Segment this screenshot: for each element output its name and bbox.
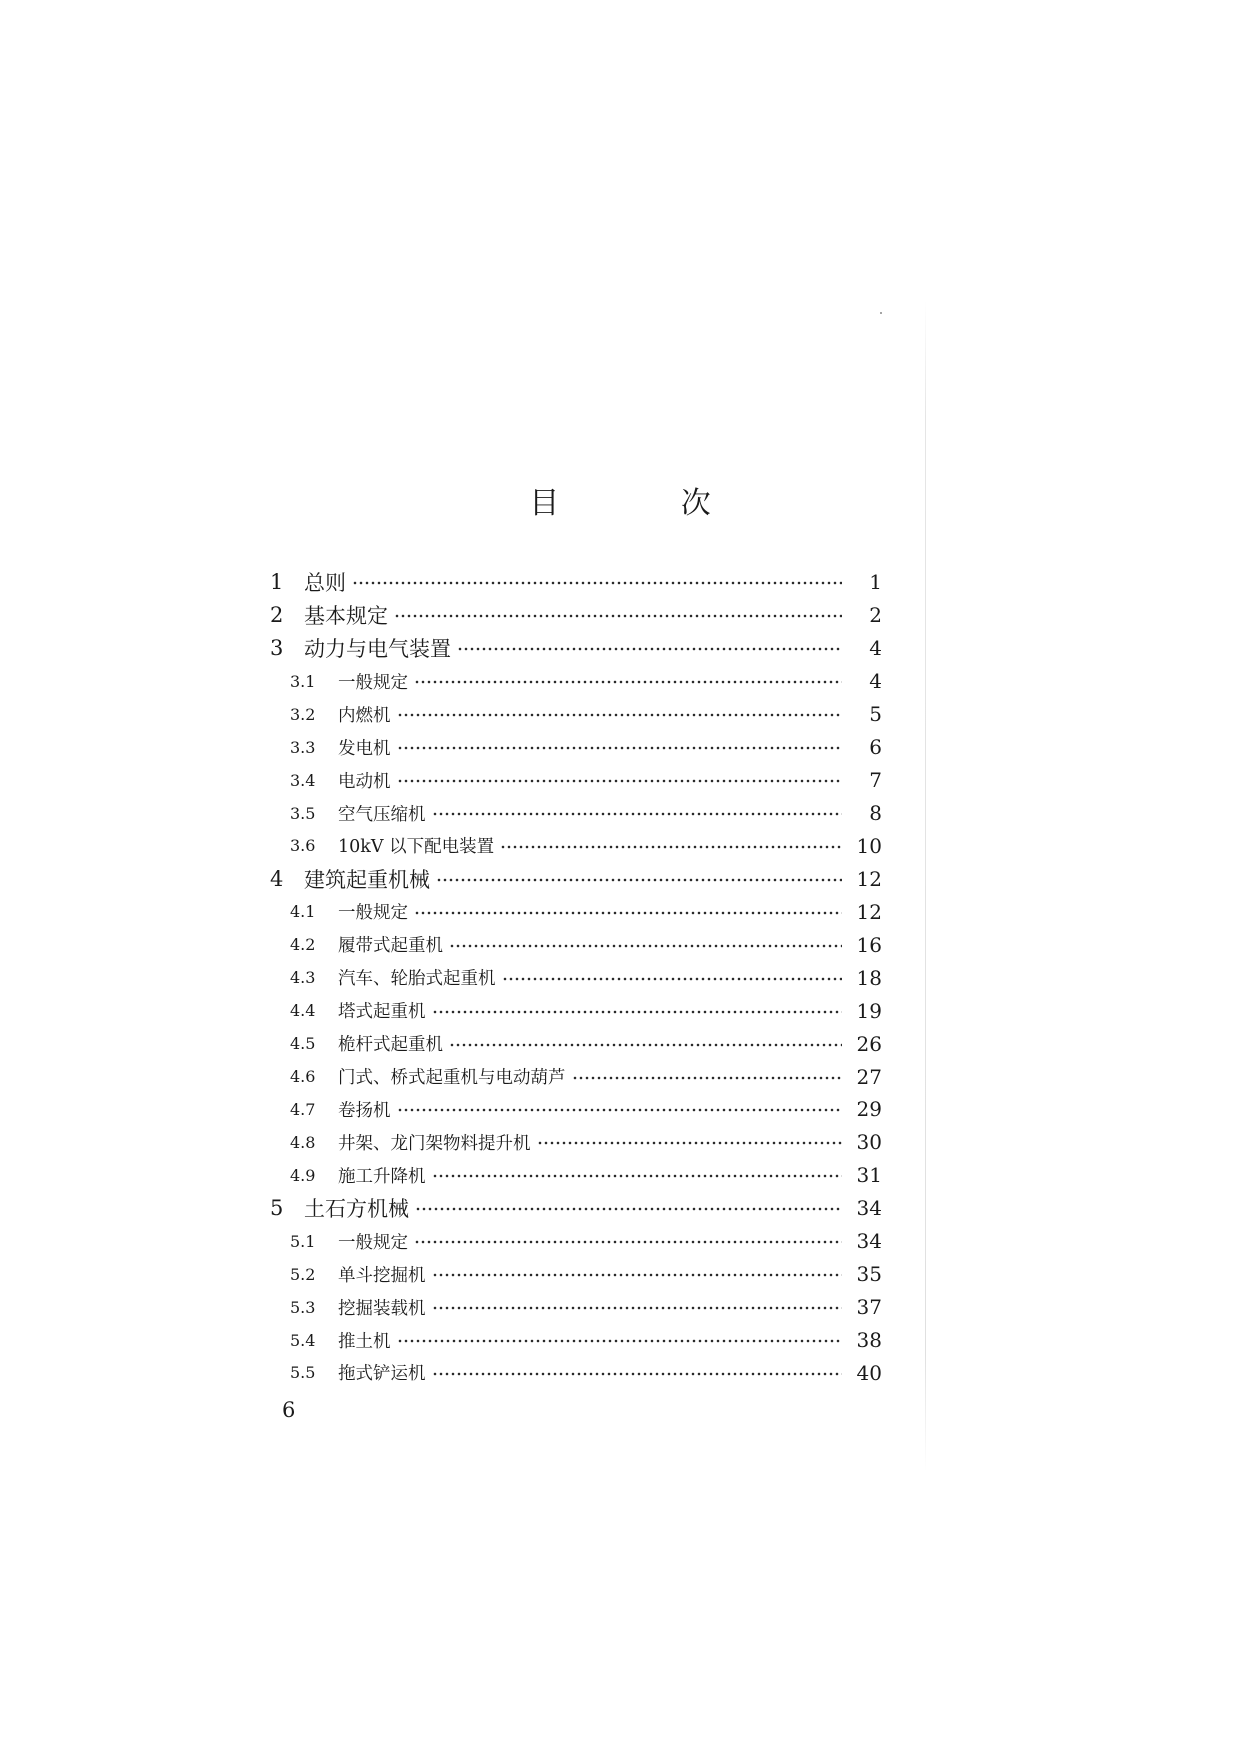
toc-entry-page: 12 xyxy=(856,866,882,891)
toc-entry-title: 动力与电气装置 xyxy=(304,637,451,662)
toc-entry[interactable] xyxy=(270,1126,882,1159)
toc-entry-title: 挖掘装载机 xyxy=(338,1298,426,1319)
toc-dot-leader xyxy=(414,1238,842,1246)
toc-dot-leader xyxy=(537,1139,843,1147)
toc-entry[interactable] xyxy=(270,566,882,599)
toc-entry-page: 6 xyxy=(869,735,882,760)
toc-entry[interactable] xyxy=(270,1225,882,1258)
toc-dot-leader xyxy=(572,1074,843,1082)
toc-entry-page: 35 xyxy=(856,1262,882,1287)
toc-entry-page: 7 xyxy=(869,768,882,793)
toc-entry-title: 汽车、轮胎式起重机 xyxy=(338,969,496,990)
toc-entry-number: 5.2 xyxy=(290,1264,316,1284)
toc-entry-title: 一般规定 xyxy=(338,672,408,693)
toc-entry-page: 38 xyxy=(856,1328,882,1353)
toc-entry[interactable] xyxy=(270,731,882,764)
toc-entry[interactable] xyxy=(270,1060,882,1093)
toc-entry-number: 3.3 xyxy=(290,737,316,757)
toc-dot-leader xyxy=(449,1041,842,1049)
toc-entry[interactable] xyxy=(270,1027,882,1060)
toc-entry-page: 34 xyxy=(856,1196,882,1221)
toc-entry-page: 16 xyxy=(856,932,882,957)
toc-entry-title: 电动机 xyxy=(338,771,391,792)
toc-entry-title: 推土机 xyxy=(338,1331,391,1352)
toc-entry-number: 3.6 xyxy=(290,836,316,856)
toc-entry-title: 建筑起重机械 xyxy=(304,867,430,892)
toc-entry-title: 门式、桥式起重机与电动葫芦 xyxy=(338,1068,566,1089)
toc-dot-leader xyxy=(432,1008,843,1016)
toc-entry-title: 一般规定 xyxy=(338,903,408,924)
toc-entry-title: 10kV 以下配电装置 xyxy=(338,837,495,858)
table-of-contents xyxy=(270,566,882,1389)
toc-dot-leader xyxy=(502,975,843,983)
toc-dot-leader xyxy=(432,1370,843,1378)
toc-dot-leader xyxy=(457,645,842,653)
toc-entry[interactable] xyxy=(270,665,882,698)
toc-entry-title: 发电机 xyxy=(338,738,391,759)
toc-entry-page: 12 xyxy=(856,899,882,924)
toc-entry[interactable] xyxy=(270,1093,882,1126)
toc-entry-page: 27 xyxy=(856,1064,882,1089)
toc-entry-title: 拖式铲运机 xyxy=(338,1364,426,1385)
toc-dot-leader xyxy=(397,744,843,752)
toc-entry-number: 4.7 xyxy=(290,1099,316,1119)
toc-entry-page: 40 xyxy=(856,1360,882,1385)
toc-entry-page: 31 xyxy=(856,1163,882,1188)
toc-entry-page: 5 xyxy=(869,702,882,727)
toc-entry-number: 3 xyxy=(270,636,284,661)
toc-dot-leader xyxy=(397,777,843,785)
toc-entry-title: 施工升降机 xyxy=(338,1166,426,1187)
toc-entry-page: 1 xyxy=(869,570,882,595)
toc-entry-number: 5.5 xyxy=(290,1363,316,1383)
toc-entry-page: 4 xyxy=(869,636,882,661)
toc-dot-leader xyxy=(397,1106,843,1114)
toc-entry-title: 塔式起重机 xyxy=(338,1002,426,1023)
toc-entry[interactable] xyxy=(270,1192,882,1225)
toc-entry-number: 1 xyxy=(270,570,284,595)
toc-entry-title: 空气压缩机 xyxy=(338,804,426,825)
toc-entry-number: 3.1 xyxy=(290,671,316,691)
toc-entry[interactable] xyxy=(270,632,882,665)
toc-entry-page: 29 xyxy=(856,1097,882,1122)
toc-entry[interactable] xyxy=(270,928,882,961)
toc-entry-title: 履带式起重机 xyxy=(338,936,443,957)
toc-entry[interactable] xyxy=(270,961,882,994)
toc-entry-number: 4.8 xyxy=(290,1132,316,1152)
scan-speck xyxy=(880,312,882,314)
toc-entry-page: 10 xyxy=(856,833,882,858)
toc-dot-leader xyxy=(397,711,843,719)
toc-entry-number: 4.1 xyxy=(290,902,316,922)
toc-entry-number: 4.5 xyxy=(290,1034,316,1054)
toc-entry-title: 总则 xyxy=(304,571,346,596)
toc-entry[interactable] xyxy=(270,1291,882,1324)
toc-entry-number: 4 xyxy=(270,866,284,891)
toc-entry-number: 5.4 xyxy=(290,1330,316,1350)
scan-page-edge xyxy=(925,300,926,1472)
toc-entry-page: 30 xyxy=(856,1130,882,1155)
toc-entry[interactable] xyxy=(270,994,882,1027)
toc-entry-page: 4 xyxy=(869,669,882,694)
toc-entry-title: 土石方机械 xyxy=(304,1197,409,1222)
toc-entry-title: 单斗挖掘机 xyxy=(338,1265,426,1286)
toc-entry-number: 5 xyxy=(270,1196,284,1221)
toc-entry-number: 5.1 xyxy=(290,1231,316,1251)
toc-entry-title: 桅杆式起重机 xyxy=(338,1035,443,1056)
toc-entry-number: 4.6 xyxy=(290,1067,316,1087)
toc-dot-leader xyxy=(432,1271,843,1279)
toc-entry-title: 井架、龙门架物料提升机 xyxy=(338,1133,531,1154)
toc-entry-number: 4.3 xyxy=(290,968,316,988)
toc-dot-leader xyxy=(414,909,842,917)
toc-entry[interactable] xyxy=(270,698,882,731)
toc-entry-number: 5.3 xyxy=(290,1297,316,1317)
toc-entry-number: 2 xyxy=(270,603,284,628)
toc-entry-page: 18 xyxy=(856,965,882,990)
toc-dot-leader xyxy=(352,579,842,587)
toc-dot-leader xyxy=(415,1205,842,1213)
toc-entry-number: 4.2 xyxy=(290,935,316,955)
toc-entry[interactable] xyxy=(270,599,882,632)
toc-entry[interactable] xyxy=(270,1357,882,1390)
toc-entry-number: 3.4 xyxy=(290,770,316,790)
toc-dot-leader xyxy=(500,843,842,851)
toc-dot-leader xyxy=(449,942,842,950)
toc-entry[interactable] xyxy=(270,1159,882,1192)
toc-entry[interactable] xyxy=(270,1258,882,1291)
toc-entry-page: 37 xyxy=(856,1295,882,1320)
toc-entry-title: 一般规定 xyxy=(338,1232,408,1253)
toc-entry-page: 34 xyxy=(856,1229,882,1254)
page-title: 目 次 xyxy=(529,486,767,521)
toc-dot-leader xyxy=(432,1172,843,1180)
toc-entry-title: 基本规定 xyxy=(304,604,388,629)
page-number: 6 xyxy=(282,1398,296,1422)
toc-entry[interactable] xyxy=(270,1324,882,1357)
toc-entry-number: 3.5 xyxy=(290,803,316,823)
toc-entry[interactable] xyxy=(270,862,882,895)
toc-dot-leader xyxy=(432,810,843,818)
toc-entry-number: 4.4 xyxy=(290,1001,316,1021)
toc-entry-number: 4.9 xyxy=(290,1165,316,1185)
toc-entry[interactable] xyxy=(270,895,882,928)
toc-entry-page: 2 xyxy=(869,603,882,628)
toc-dot-leader xyxy=(432,1304,843,1312)
toc-entry-title: 内燃机 xyxy=(338,705,391,726)
toc-entry-number: 3.2 xyxy=(290,704,316,724)
toc-dot-leader xyxy=(394,612,842,620)
toc-entry-page: 26 xyxy=(856,1031,882,1056)
toc-entry-page: 19 xyxy=(856,998,882,1023)
toc-dot-leader xyxy=(436,876,842,884)
toc-entry[interactable] xyxy=(270,830,882,863)
toc-entry[interactable] xyxy=(270,764,882,797)
toc-entry-page: 8 xyxy=(869,801,882,826)
toc-entry[interactable] xyxy=(270,797,882,830)
toc-dot-leader xyxy=(414,678,842,686)
toc-dot-leader xyxy=(397,1337,843,1345)
toc-entry-title: 卷扬机 xyxy=(338,1100,391,1121)
